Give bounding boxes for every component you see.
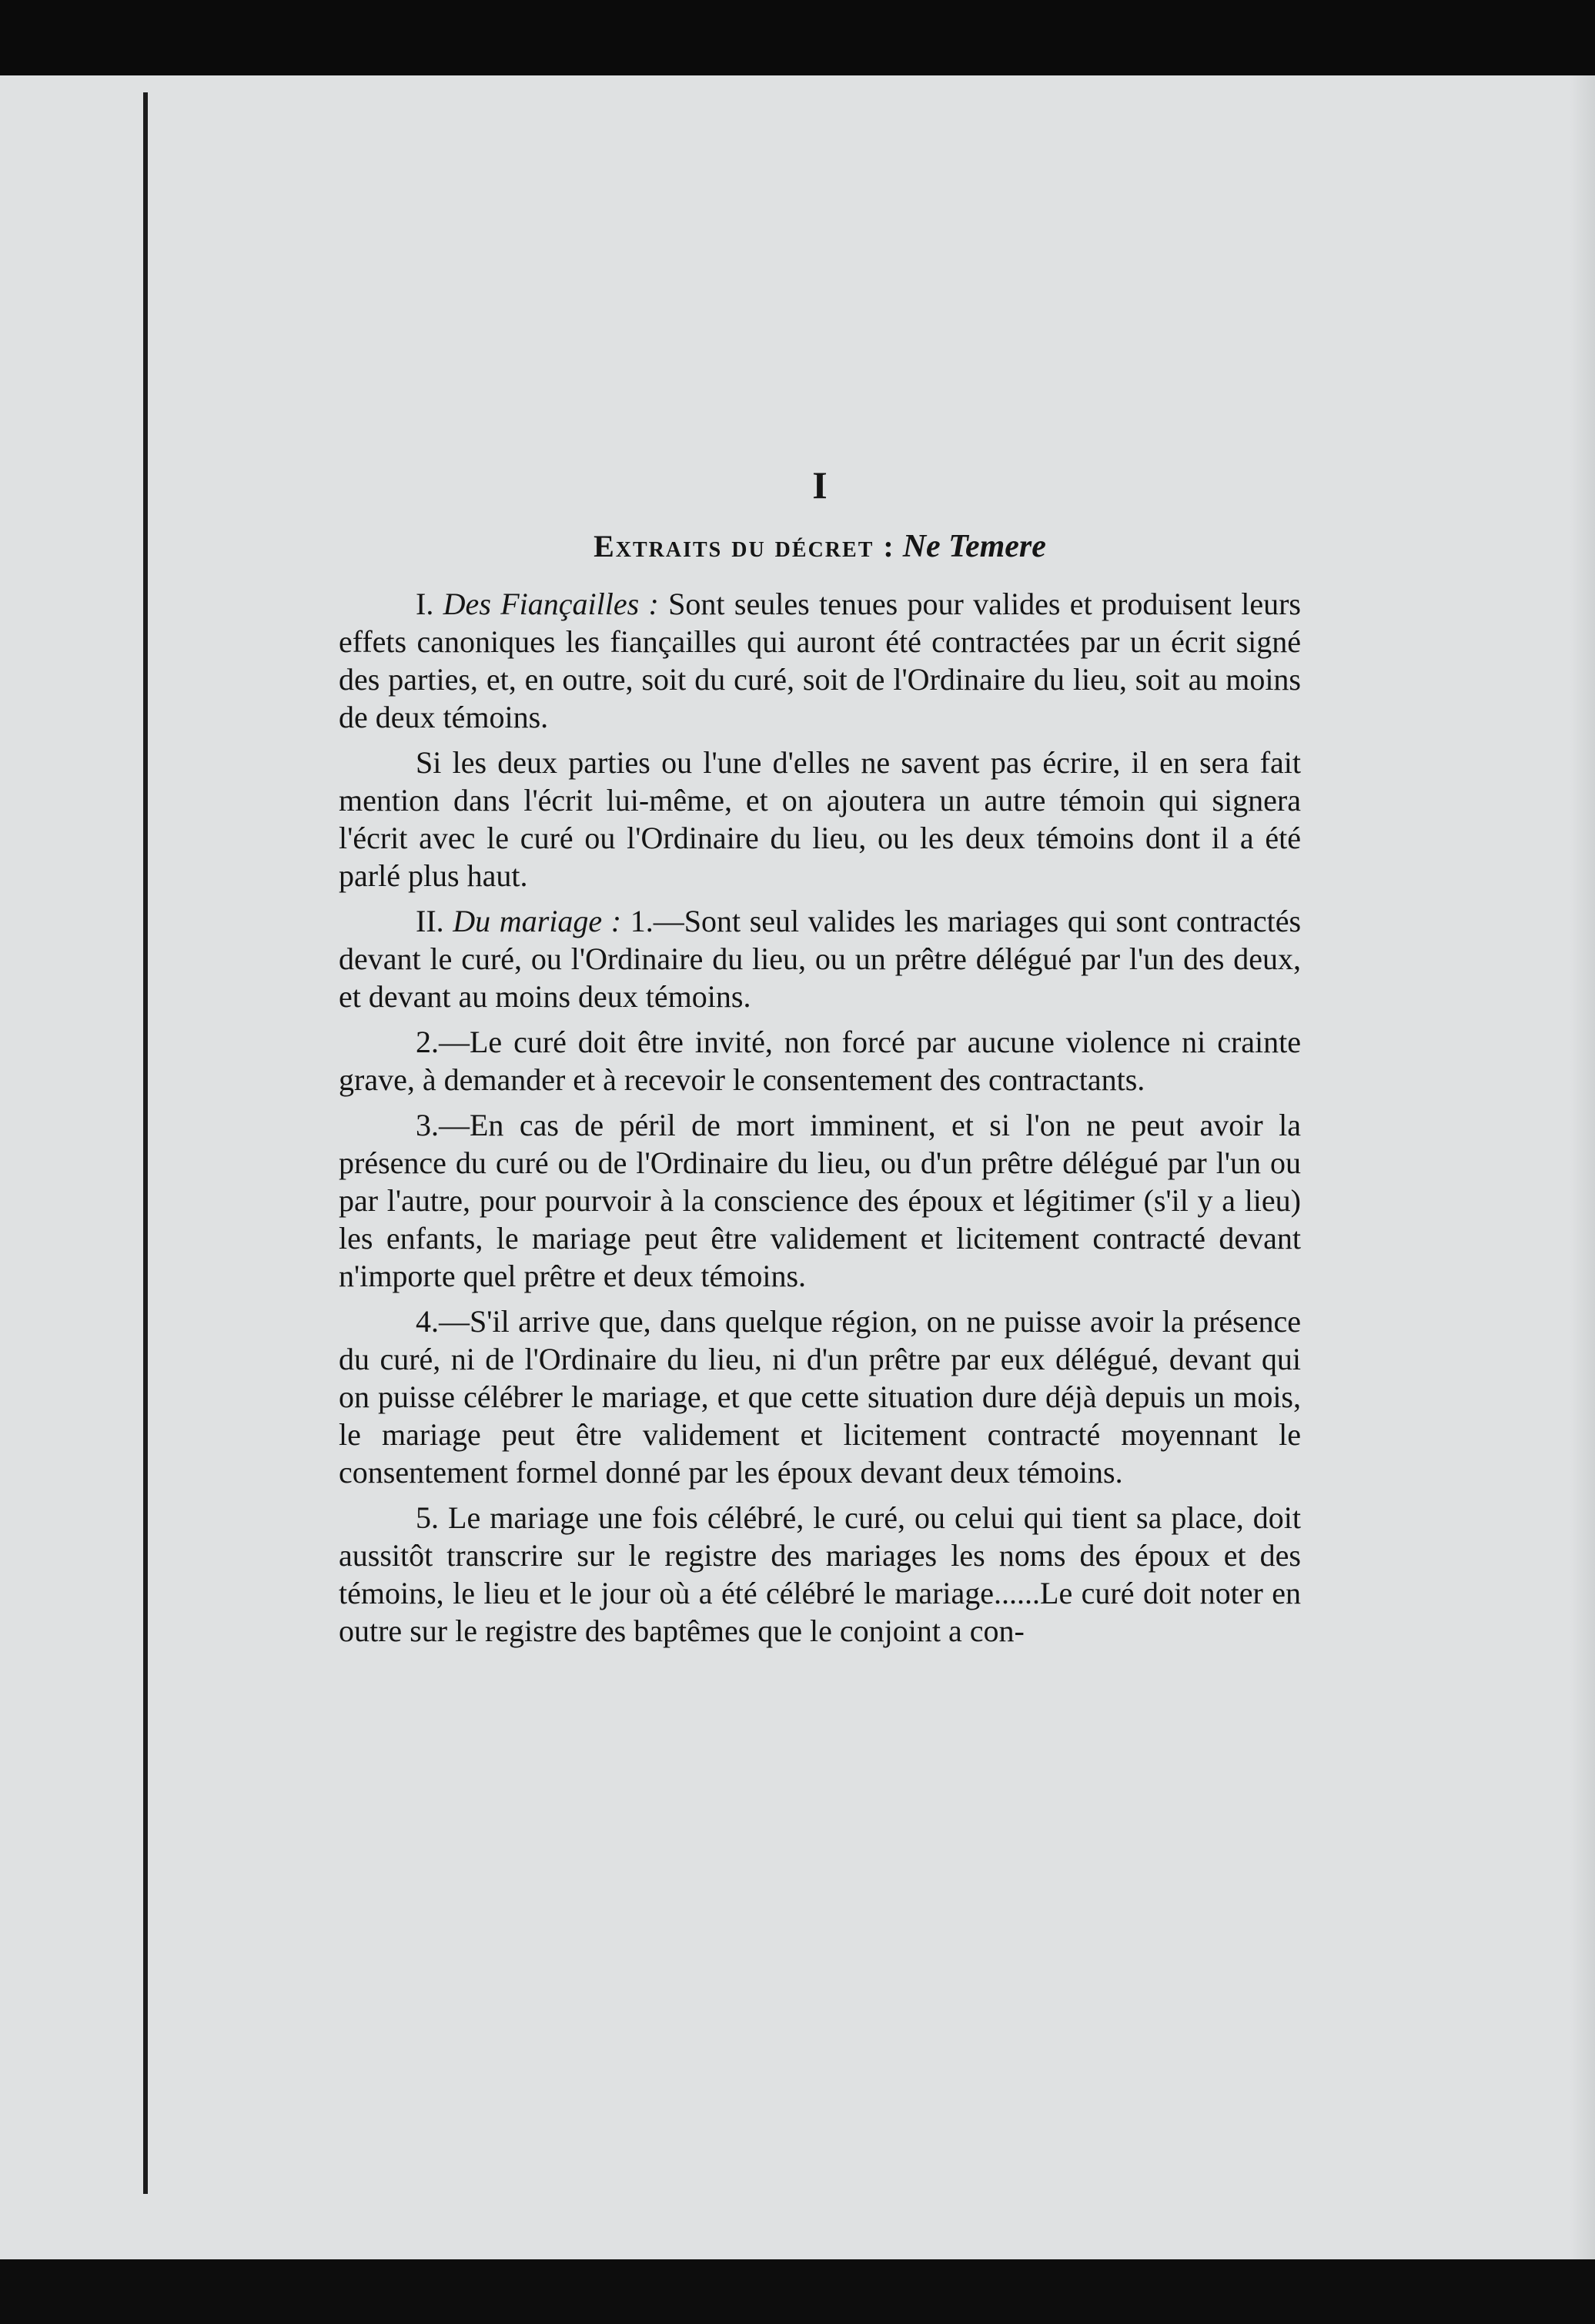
paragraph-text: Si les deux parties ou l'une d'elles ne savent pas écrire, il en sera fait mention dans l'écrit lui-même, et on ajoutera un autre témoin qui signera l'écrit avec le curé ou l'Ordinaire du lieu, ou les deux témoins dont il a été parlé plus haut. [339, 745, 1301, 893]
paragraph-mariage-2 [339, 1023, 1301, 1098]
section-heading [339, 523, 1301, 570]
paragraph-text: 5. Le mariage une fois célébré, le curé, ou celui qui tient sa place, doit aussitôt transcrire sur le registre des mariages les noms des époux et des témoins, le lieu et le jour où a été célébré le mariage......Le curé doit noter en outre sur le registre des baptêmes que le conjoint a con- [339, 1500, 1301, 1648]
paragraph-text: 2.—Le curé doit être invité, non forcé par aucune violence ni crainte grave, à demander et à recevoir le consentement des contractants. [339, 1025, 1301, 1097]
paragraph-mariage-5 [339, 1499, 1301, 1650]
paragraph-text: 1.—Sont seul valides les mariages qui sont contractés devant le curé, ou l'Ordinaire du lieu, ou un prêtre délégué par l'un des deux, et devant au moins deux témoins. [339, 904, 1302, 1014]
document-body [339, 462, 1301, 1657]
paragraph-label-title: Des Fiançailles : [443, 587, 659, 621]
paragraph-mariage-3 [339, 1106, 1301, 1295]
chapter-number: I [812, 463, 828, 507]
paragraph-label: I. [416, 587, 434, 621]
scan-top-border [0, 0, 1595, 75]
heading-prefix: Extraits du décret : [594, 529, 895, 563]
paragraph-fiancailles [339, 585, 1301, 736]
paragraph-text: 3.—En cas de péril de mort imminent, et si l'on ne peut avoir la présence du curé ou de l'Ordinaire du lieu, ou d'un prêtre délégué par l'un ou par l'autre, pour pourvoir à la conscience des époux et légitimer (s'il y a lieu) les enfants, le mariage peut être validement et licitement contracté devant n'importe quel prêtre et deux témoins. [339, 1108, 1301, 1293]
paragraph-text: 4.—S'il arrive que, dans quelque région, on ne puisse avoir la présence du curé, ni de l'Ordinaire du lieu, ni d'un prêtre par eux délégué, devant qui on puisse célébrer le mariage, et que cette situation dure déjà depuis un mois, le mariage peut être validement et licitement contracté moyennant le consentement formel donné par les époux devant deux témoins. [339, 1304, 1301, 1490]
binding-spine-line [143, 92, 148, 2194]
paragraph-label: II. [416, 904, 444, 938]
scan-bottom-border [0, 2259, 1595, 2324]
page-right-edge [1570, 75, 1595, 2262]
paragraph-mariage-1 [339, 902, 1301, 1015]
paragraph-text: Sont seules tenues pour valides et produisent leurs effets canoniques les fiançailles qui auront été contractées par un écrit signé des parties, et, en outre, soit du curé, soit de l'Ordinaire du lieu, soit au moins de deux témoins. [339, 587, 1301, 734]
paragraph-fiancailles-2 [339, 744, 1301, 894]
paragraph-label-title: Du mariage : [453, 904, 622, 938]
heading-title: Ne Temere [902, 529, 1046, 564]
paragraph-mariage-4 [339, 1302, 1301, 1491]
